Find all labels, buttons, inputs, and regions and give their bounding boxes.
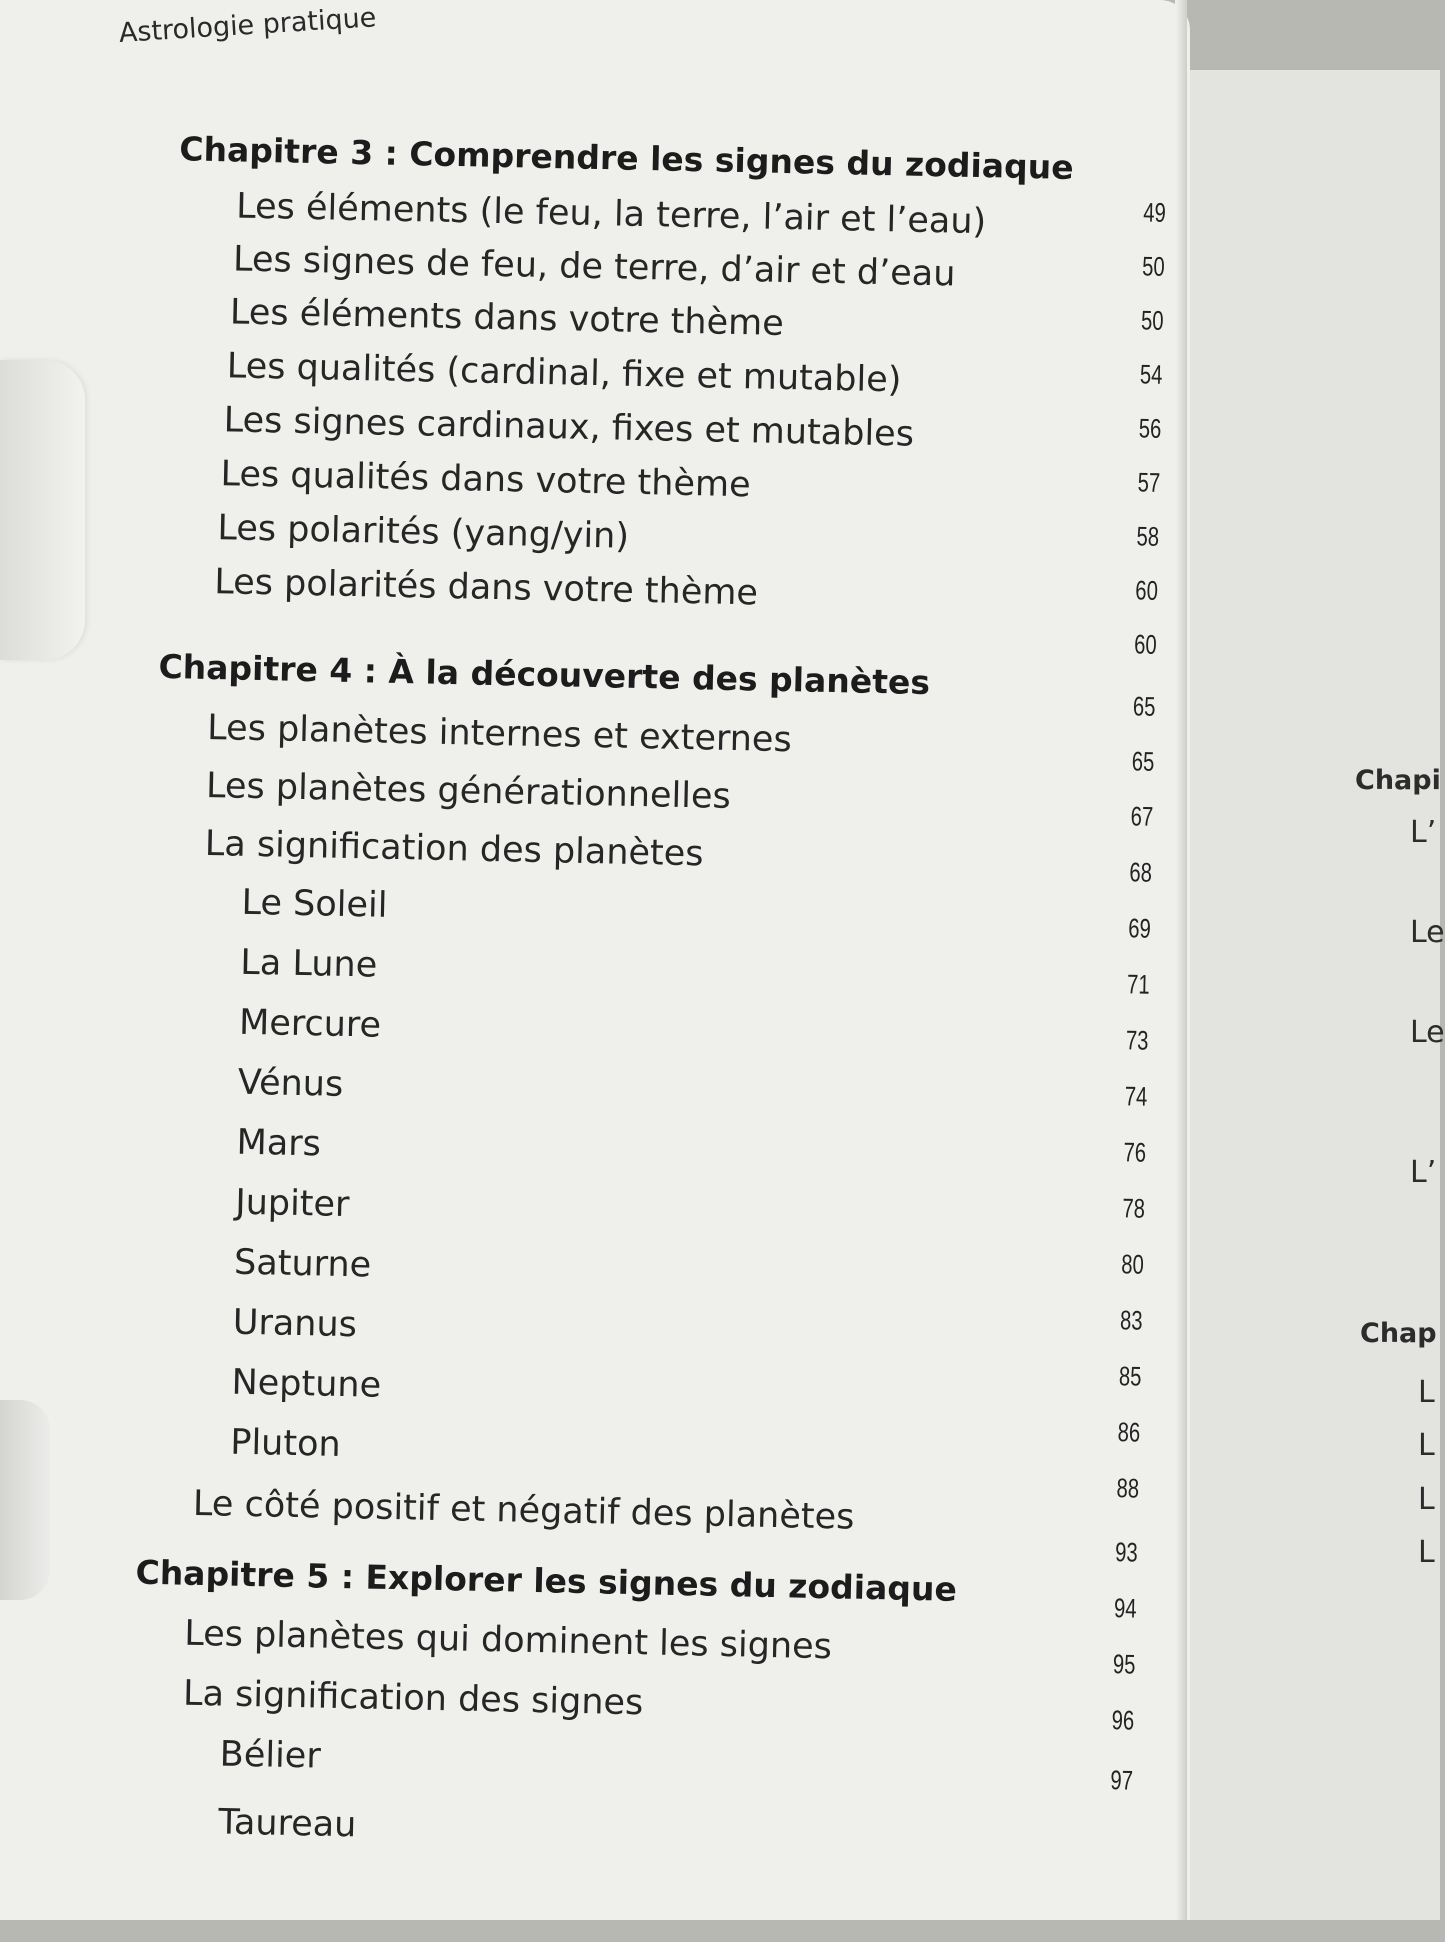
- running-head: Astrologie pratique: [118, 2, 378, 49]
- toc-chapter: Chapitre 4 : À la découverte des planètes: [158, 646, 931, 703]
- toc-chapter: Chapitre 3 : Comprendre les signes du zodiaque: [179, 129, 1074, 187]
- toc-page-number: 50: [1141, 251, 1166, 282]
- toc-entry: Les planètes qui dominent les signes: [183, 1613, 833, 1668]
- toc-chapter: Chapitre 5 : Explorer les signes du zodiaque: [135, 1552, 958, 1609]
- toc-page-number: 94: [1113, 1593, 1137, 1624]
- right-page-fragment: Chap: [1360, 1318, 1437, 1349]
- toc-page-number: 57: [1137, 467, 1161, 498]
- toc-entry: Les signes cardinaux, fixes et mutables: [223, 400, 915, 455]
- toc-subentry: Mercure: [238, 1002, 382, 1046]
- toc-subentry: Bélier: [219, 1734, 322, 1777]
- toc-subentry: Uranus: [232, 1302, 358, 1346]
- toc-page-number: 80: [1120, 1249, 1145, 1280]
- toc-page-number: 56: [1138, 413, 1162, 444]
- page-edge: [1175, 0, 1187, 1920]
- toc-entry: Les polarités dans votre thème: [213, 562, 759, 614]
- toc-page-number: 58: [1136, 521, 1160, 552]
- toc-page-number: 67: [1130, 801, 1154, 832]
- toc-page-number: 97: [1110, 1765, 1134, 1796]
- right-page-fragment: Le: [1410, 1015, 1445, 1050]
- toc-page-number: 71: [1126, 969, 1150, 1000]
- toc-subentry: Pluton: [229, 1422, 342, 1465]
- toc-page-number: 69: [1127, 913, 1152, 944]
- toc-subentry: Saturne: [233, 1242, 372, 1286]
- toc-page-number: 50: [1140, 305, 1164, 336]
- toc-entry: Les planètes générationnelles: [205, 765, 732, 817]
- toc-page-number: 74: [1124, 1081, 1148, 1112]
- right-page-fragment: Chapi: [1355, 765, 1441, 796]
- toc-entry: Les éléments (le feu, la terre, l’air et l’eau): [235, 186, 987, 243]
- toc-subentry: Vénus: [237, 1062, 344, 1105]
- toc-entry: Les éléments dans votre thème: [229, 292, 785, 344]
- right-page-fragment: L: [1418, 1375, 1435, 1410]
- toc-page-number: 60: [1135, 575, 1159, 606]
- right-page-fragment: L’: [1410, 815, 1437, 850]
- toc-entry: Le côté positif et négatif des planètes: [192, 1483, 855, 1538]
- toc-subentry: Neptune: [231, 1362, 382, 1406]
- right-page-fragment: Le: [1410, 915, 1445, 950]
- toc-subentry: La Lune: [239, 942, 378, 986]
- toc-page-number: 49: [1142, 197, 1167, 228]
- toc-entry: Les planètes internes et externes: [206, 707, 793, 761]
- toc-subentry: Taureau: [217, 1802, 357, 1846]
- next-page: [1180, 70, 1440, 1920]
- toc-page-number: 76: [1123, 1137, 1147, 1168]
- toc-page-number: 68: [1129, 857, 1153, 888]
- toc-page-number: 65: [1131, 746, 1155, 777]
- toc-entry: La signification des planètes: [204, 823, 704, 875]
- toc-page-number: 65: [1132, 691, 1156, 722]
- toc-page-number: 95: [1112, 1649, 1136, 1680]
- toc-page-number: 73: [1125, 1025, 1149, 1056]
- toc-page-number: 78: [1122, 1193, 1146, 1224]
- toc-entry: La signification des signes: [182, 1673, 644, 1724]
- toc-entry: Les signes de feu, de terre, d’air et d’eau: [232, 239, 956, 295]
- toc-page-number: 83: [1119, 1305, 1143, 1336]
- toc-subentry: Le Soleil: [241, 882, 388, 926]
- toc-page-number: 86: [1117, 1417, 1141, 1448]
- toc-page-number: 88: [1116, 1473, 1140, 1504]
- toc-subentry: Jupiter: [234, 1182, 350, 1226]
- toc-page-number: 60: [1133, 629, 1158, 660]
- toc-subentry: Mars: [236, 1122, 322, 1165]
- right-page-fragment: L: [1418, 1535, 1435, 1570]
- right-page-fragment: L: [1418, 1482, 1435, 1517]
- toc-entry: Les qualités dans votre thème: [220, 454, 752, 506]
- toc-page-number: 85: [1118, 1361, 1142, 1392]
- toc-page-number: 96: [1111, 1705, 1135, 1736]
- toc-page-number: 54: [1139, 359, 1163, 390]
- toc-page-number: 93: [1114, 1537, 1139, 1568]
- right-page-fragment: L’: [1410, 1155, 1437, 1190]
- toc-entry: Les qualités (cardinal, fixe et mutable): [226, 346, 902, 401]
- toc-entry: Les polarités (yang/yin): [217, 508, 630, 557]
- right-page-fragment: L: [1418, 1428, 1435, 1463]
